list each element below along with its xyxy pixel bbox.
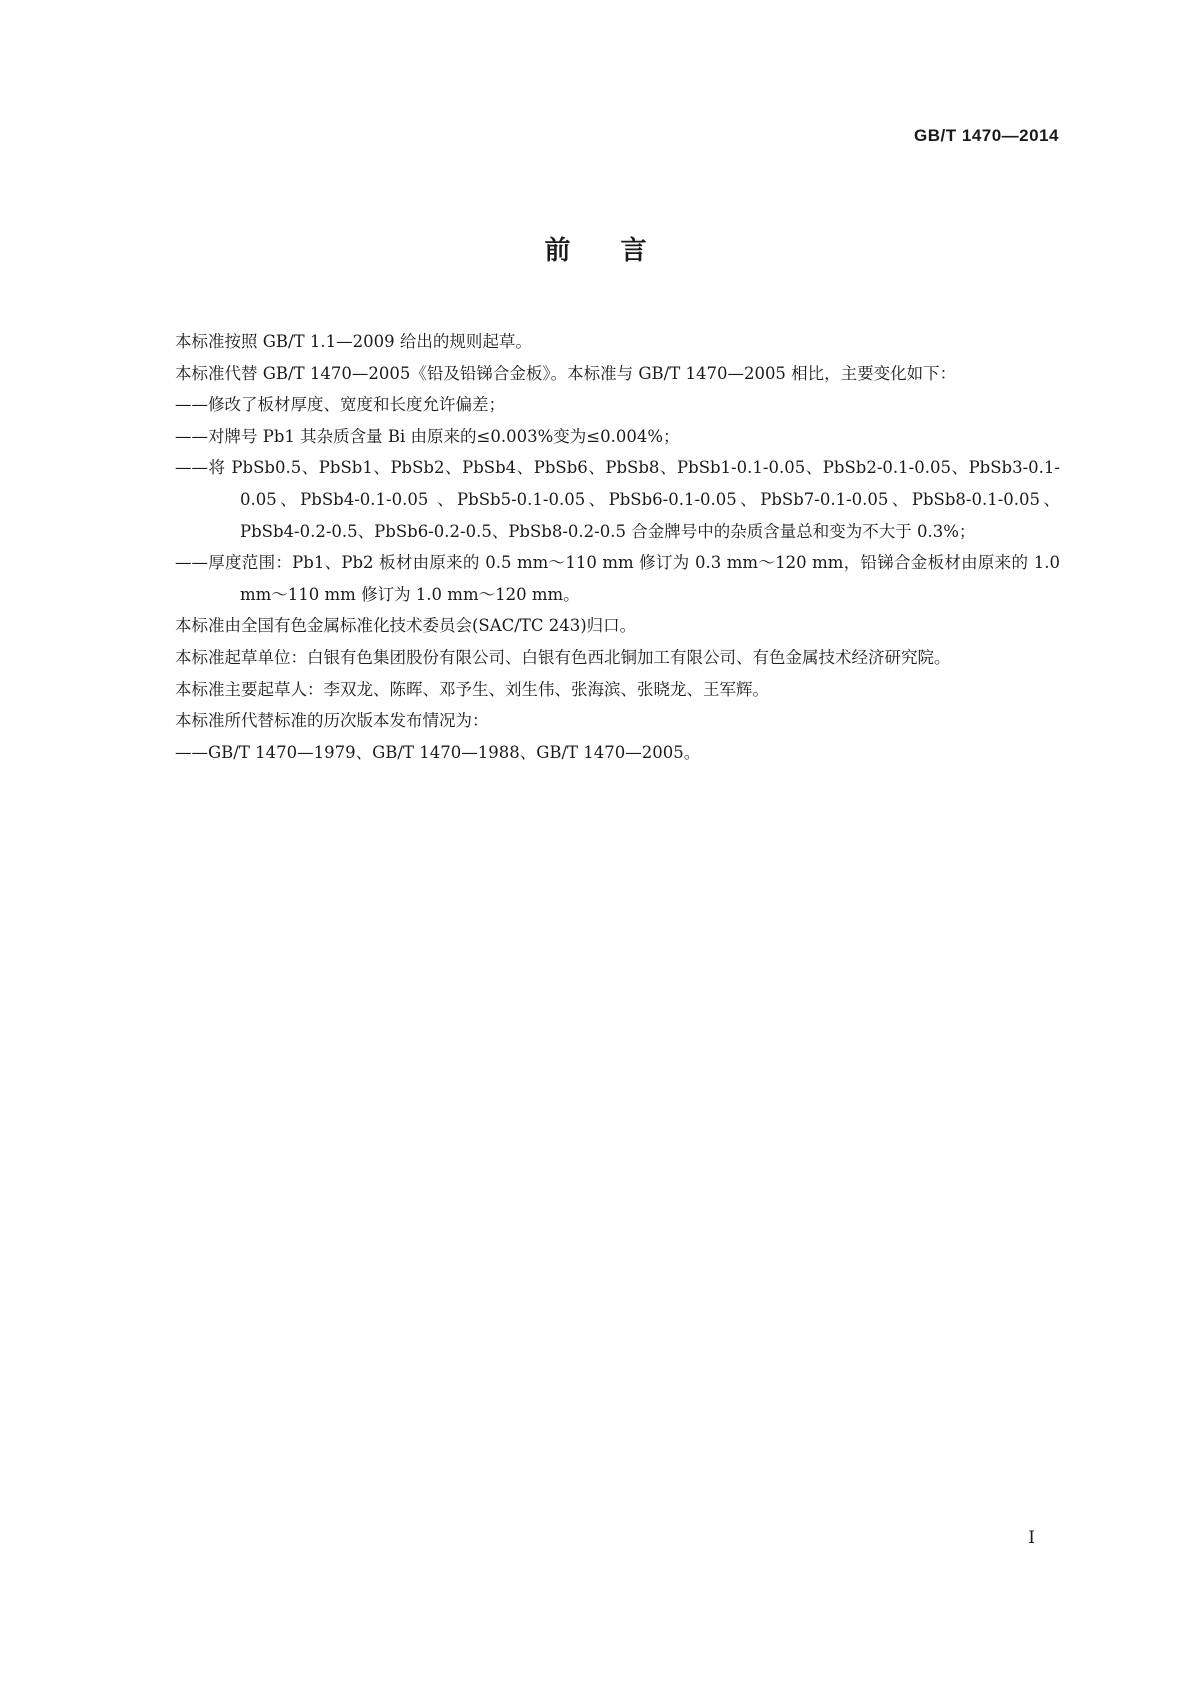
page-number: I — [1028, 1528, 1035, 1548]
change-item-tolerance: ——修改了板材厚度、宽度和长度允许偏差； — [175, 395, 505, 415]
drafters-paragraph: 本标准主要起草人：李双龙、陈晖、邓予生、刘生伟、张海滨、张晓龙、王军辉。 — [175, 679, 769, 699]
drafting-units-paragraph: 本标准起草单位：白银有色集团股份有限公司、白银有色西北铜加工有限公司、有色金属技术经济研究院。 — [175, 647, 951, 667]
committee-paragraph: 本标准由全国有色金属标准化技术委员会(SAC/TC 243)归口。 — [175, 616, 637, 636]
foreword-body — [135, 326, 1060, 768]
change-item-impurity-total: ——将 PbSb0.5、PbSb1、PbSb2、PbSb4、PbSb6、PbSb8、PbSb1-0.1-0.05、PbSb2-0.1-0.05、PbSb3-0.1-0.05、PbSb4-0.1-0.05 、PbSb5-0.1-0.05、PbSb6-0.1-0.05、PbSb7-0.1-0.05、PbSb8-0.1-0.05、PbSb4-0.2-0.5、PbSb6-0.2-0.5、PbSb8-0.2-0.5 合金牌号中的杂质含量总和变为不大于 0.3%； — [175, 458, 1060, 541]
history-intro-paragraph: 本标准所代替标准的历次版本发布情况为： — [175, 711, 489, 731]
history-item: ——GB/T 1470—1979、GB/T 1470—1988、GB/T 1470—2005。 — [175, 742, 701, 762]
page-title: 前言 — [544, 236, 697, 266]
change-item-bi-content: ——对牌号 Pb1 其杂质含量 Bi 由原来的≤0.003%变为≤0.004%； — [175, 426, 680, 446]
drafting-rules-paragraph: 本标准按照 GB/T 1.1—2009 给出的规则起草。 — [175, 332, 532, 351]
change-item-thickness-range: ——厚度范围：Pb1、Pb2 板材由原来的 0.5 mm～110 mm 修订为 0.3 mm～120 mm，铅锑合金板材由原来的 1.0 mm～110 mm 修订为 1.0 mm～120 mm。 — [175, 553, 1060, 604]
replacement-paragraph: 本标准代替 GB/T 1470—2005《铅及铅锑合金板》。本标准与 GB/T 1470—2005 相比，主要变化如下： — [175, 363, 957, 383]
standard-code: GB/T 1470—2014 — [914, 126, 1059, 145]
